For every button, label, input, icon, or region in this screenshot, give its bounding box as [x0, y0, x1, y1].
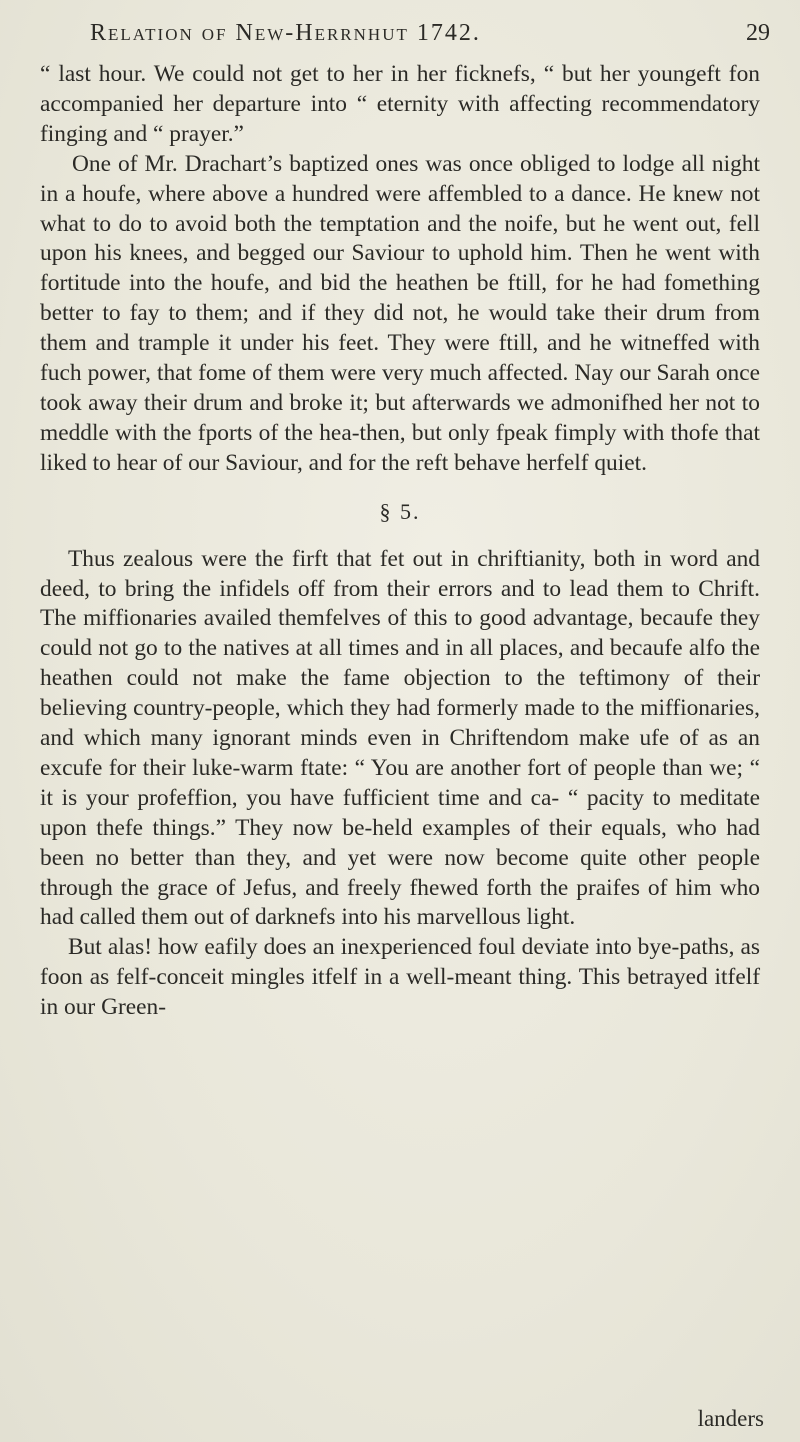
- paragraph: Thus zealous were the firft that fet out in chriftianity, both in word and deed, to bring the infidels off from their errors and to lead them to Chrift. The miffionaries availed themfelves of this to good advantage, becaufe they could not go to the natives at all times and in all places, and becaufe alfo the heathen could not make the fame objection to the teftimony of their believing country-people, which they had formerly made to the miffionaries, and which many ignorant minds even in Chriftendom make ufe of as an excufe for their luke-warm ftate: “ You are another fort of people than we; “ it is your profeffion, you have fufficient time and ca- “ pacity to meditate upon thefe things.” They now be-held examples of their equals, who had been no better than they, and yet were now become quite other people through the grace of Jefus, and freely fhewed forth the praifes of him who had called them out of darknefs into his marvellous light.: [40, 545, 760, 931]
- paragraph: But alas! how eafily does an inexperienced foul deviate into bye-paths, as foon as felf-conceit mingles itfelf in a well-meant thing. This betrayed itfelf in our Green-: [40, 934, 760, 1021]
- page-header: [0, 14, 800, 54]
- body-text: [40, 60, 760, 1023]
- paragraph: “ last hour. We could not get to her in her ficknefs, “ but her youngeft fon accompanied her departure into “ eternity with affecting recommendatory finging and “ prayer.”: [40, 61, 760, 147]
- catchword: landers: [697, 1406, 764, 1431]
- paragraph: One of Mr. Drachart’s baptized ones was once obliged to lodge all night in a houfe, where above a hundred were affembled to a dance. He knew not what to do to avoid both the temptation and the noife, but he went out, fell upon his knees, and begged our Saviour to uphold him. Then he went with fortitude into the houfe, and bid the heathen be ftill, for he had fomething better to fay to them; and if they did not, he would take their drum from them and trample it under his feet. They were ftill, and he witneffed with fuch power, that fome of them were very much affected. Nay our Sarah once took away their drum and broke it; but afterwards we admonifhed her not to meddle with the fports of the hea-then, but only fpeak fimply with thofe that liked to hear of our Saviour, and for the reft behave herfelf quiet.: [40, 150, 760, 476]
- section-heading: § 5.: [379, 498, 421, 524]
- running-head: Relation of New-Herrnhut 1742.: [90, 20, 481, 46]
- page-number: 29: [746, 20, 770, 46]
